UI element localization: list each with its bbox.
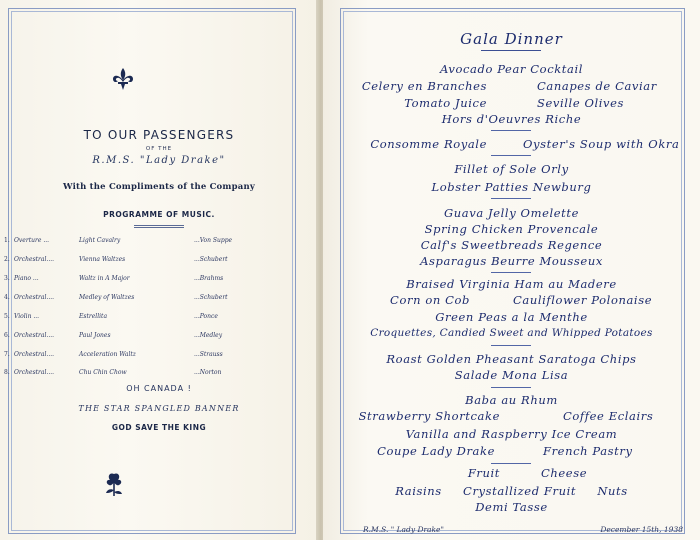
programme-type: Violin ... [14,313,40,320]
programme-title-text: Medley of Waltzes [79,294,135,301]
programme-type: Overture ... [14,237,50,244]
programme-number: 4. [4,294,10,301]
programme-row [4,332,248,346]
programme-title-text: Acceleration Waltz [79,351,136,358]
programme-title-text: Waltz in A Major [79,275,130,282]
menu-item-pair [323,137,700,153]
programme-type: Orchestral.... [14,294,55,301]
menu-item: Fillet of Sole Orly [454,162,569,176]
menu-item-pair [323,466,700,482]
anthem-king: GOD SAVE THE KING [111,423,207,432]
programme-composer: ...Brahms [194,275,224,282]
menu-item: Cheese [541,466,588,480]
programme-composer: ...Norton [194,369,222,376]
programme-type: Orchestral.... [14,369,55,376]
course-divider [491,130,531,131]
programme-row [4,275,248,289]
menu-item: Cauliflower Polonaise [513,293,653,307]
menu-item: Tomato Juice [404,96,487,110]
course-divider [491,198,531,199]
menu-footer [363,525,683,537]
notice-heading: TO OUR PASSENGERS [83,128,235,142]
anthem-usa: THE STAR SPANGLED BANNER [78,404,240,413]
programme-number: 8. [4,369,10,376]
course-divider [491,345,531,346]
programme-type: Orchestral.... [14,351,55,358]
programme-row [4,294,248,308]
menu-item: Spring Chicken Provencale [424,222,599,236]
programme-type: Orchestral.... [14,256,55,263]
programme-title-text: Light Cavalry [79,237,121,244]
flower-ornament-icon [101,470,127,500]
ship-name: R.M.S. "Lady Drake" [92,155,226,166]
menu-title: Gala Dinner [460,30,563,48]
programme-title-text: Estrellita [79,313,108,320]
programme-title-text: Chu Chin Chow [79,369,127,376]
menu-item: Coupe Lady Drake [377,444,495,458]
programme-number: 7. [4,351,10,358]
programme-composer: ...Schubert [194,256,228,263]
programme-row [4,256,248,270]
menu-item: French Pastry [543,444,633,458]
menu-item: Fruit [467,466,500,480]
of-the-label: OF THE [145,146,173,152]
course-divider [491,155,531,156]
programme-type: Piano ... [14,275,39,282]
footer-date: December 15th, 1938 [600,525,683,534]
menu-item: Guava Jelly Omelette [443,206,580,220]
menu-item: Vanilla and Raspberry Ice Cream [405,427,618,441]
menu-item: Consomme Royale [370,137,487,151]
programme-title: PROGRAMME OF MUSIC. [103,210,215,219]
programme-composer: ...Medley [194,332,223,339]
menu-item-pair [323,79,700,95]
programme-divider [134,225,184,228]
menu-item: Coffee Eclairs [563,409,654,423]
programme-number: 3. [4,275,10,282]
programme-composer: ...Von Suppe [194,237,233,244]
menu-item-pair [323,444,700,460]
menu-item-pair [323,96,700,112]
menu-item: Croquettes, Candied Sweet and Whipped Potatoes [370,327,653,339]
menu-item: Seville Olives [537,96,625,110]
programme-title-text: Vienna Waltzes [79,256,126,263]
programme-composer: ...Ponce [194,313,218,320]
compliments-line: With the Compliments of the Company [62,182,255,192]
fleur-de-lis-icon [110,66,136,92]
programme-number: 6. [4,332,10,339]
menu-item: Braised Virginia Ham au Madere [406,277,617,291]
menu-item: Avocado Pear Cocktail [439,62,584,76]
menu-item-pair [323,293,700,309]
menu-item: Green Peas a la Menthe [435,310,588,324]
programme-number: 5. [4,313,10,320]
menu-item: Oyster's Soup with Okra [523,137,680,151]
programme-row [4,237,248,251]
menu-item: Calf's Sweetbreads Regence [420,238,603,252]
programme-composer: ...Strauss [194,351,223,358]
programme-row [4,351,248,365]
programme-number: 1. [4,237,10,244]
anthem-canada: OH CANADA ! [126,384,192,393]
left-page [0,0,318,540]
programme-row [4,313,248,327]
programme-type: Orchestral.... [14,332,55,339]
right-page [323,0,700,540]
menu-item-pair [323,409,700,425]
course-divider [491,463,531,464]
menu-item: Canapes de Caviar [537,79,657,93]
menu-item: Salade Mona Lisa [454,368,569,382]
programme-title-text: Paul Jones [79,332,111,339]
course-divider [491,387,531,388]
menu-item: Asparagus Beurre Mousseux [420,254,603,268]
menu-item: Roast Golden Pheasant Saratoga Chips [386,352,637,366]
menu-item: Hors d'Oeuvres Riche [441,112,582,126]
programme-row [4,369,248,383]
programme-composer: ...Schubert [194,294,228,301]
menu-item: Strawberry Shortcake [358,409,500,423]
menu-item: Baba au Rhum [465,393,558,407]
menu-item: Lobster Patties Newburg [431,180,592,194]
menu-item: Demi Tasse [475,500,548,514]
footer-ship-name: R.M.S. " Lady Drake" [363,525,444,534]
menu-item: Corn on Cob [390,293,470,307]
course-divider [491,272,531,273]
left-page-border-inner [11,11,293,531]
title-underline [481,50,541,51]
menu-item: Celery en Branches [361,79,487,93]
programme-number: 2. [4,256,10,263]
menu-item: Raisins Crystallized Fruit Nuts [395,484,628,498]
